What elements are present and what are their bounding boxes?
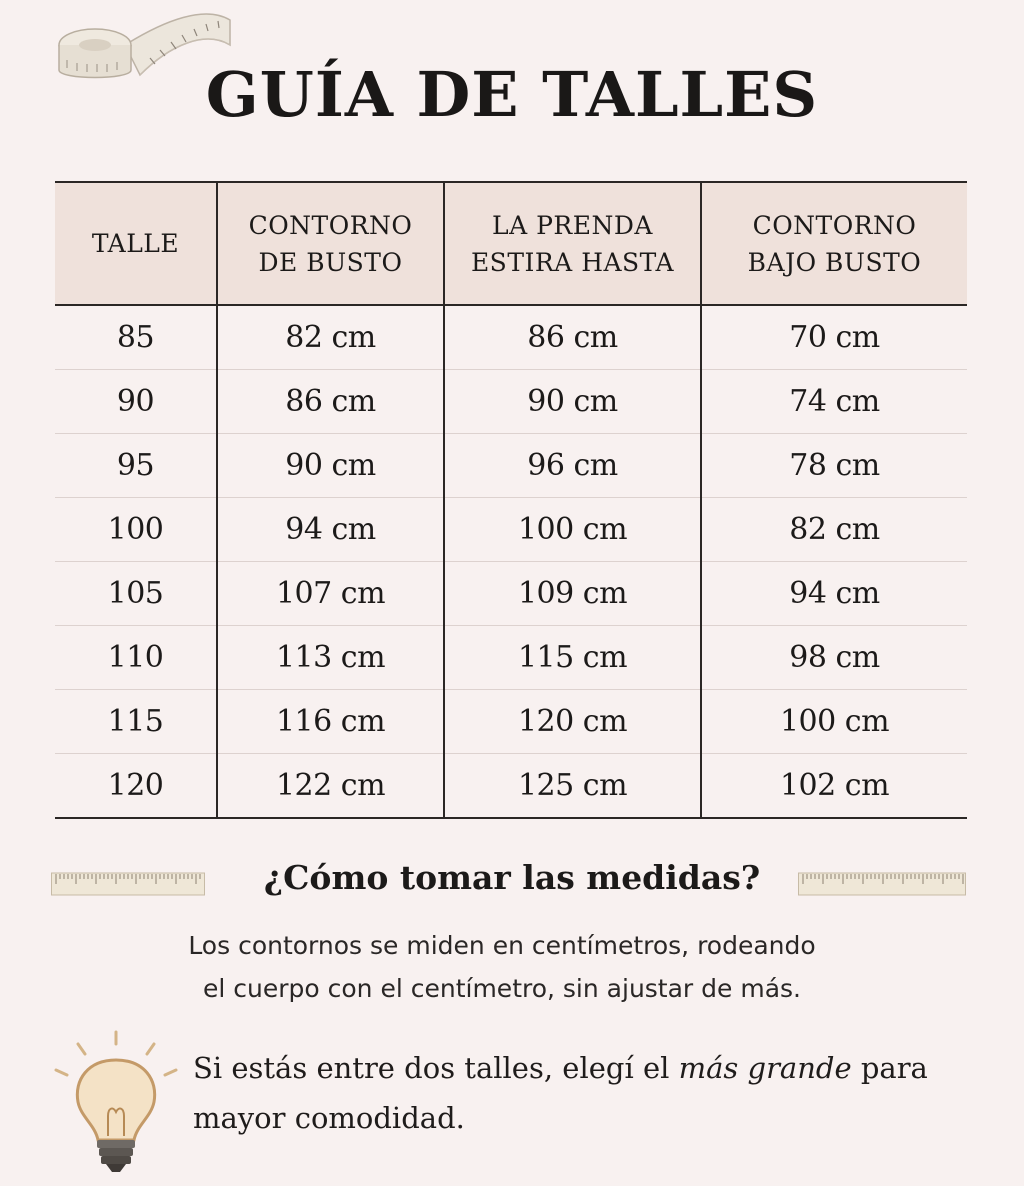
cell-bajo-busto: 94 cm <box>701 562 967 626</box>
header-bajo-busto: CONTORNO BAJO BUSTO <box>701 182 967 305</box>
lightbulb-icon <box>50 1028 180 1178</box>
cell-contorno-busto: 94 cm <box>217 498 444 562</box>
cell-contorno-busto: 107 cm <box>217 562 444 626</box>
cell-bajo-busto: 82 cm <box>701 498 967 562</box>
header-talle: TALLE <box>55 182 217 305</box>
header-estira-hasta: LA PRENDA ESTIRA HASTA <box>444 182 701 305</box>
cell-talle: 100 <box>55 498 217 562</box>
cell-contorno-busto: 86 cm <box>217 370 444 434</box>
cell-estira-hasta: 86 cm <box>444 305 701 370</box>
cell-contorno-busto: 122 cm <box>217 754 444 819</box>
cell-talle: 115 <box>55 690 217 754</box>
cell-contorno-busto: 82 cm <box>217 305 444 370</box>
cell-bajo-busto: 70 cm <box>701 305 967 370</box>
cell-contorno-busto: 90 cm <box>217 434 444 498</box>
cell-contorno-busto: 113 cm <box>217 626 444 690</box>
tip-text: Si estás entre dos talles, elegí el <box>193 1051 679 1085</box>
table-row <box>55 370 967 434</box>
cell-talle: 105 <box>55 562 217 626</box>
table-row <box>55 498 967 562</box>
cell-estira-hasta: 96 cm <box>444 434 701 498</box>
how-to-heading: ¿Cómo tomar las medidas? <box>263 858 761 897</box>
cell-bajo-busto: 98 cm <box>701 626 967 690</box>
cell-bajo-busto: 74 cm <box>701 370 967 434</box>
cell-talle: 95 <box>55 434 217 498</box>
table-row <box>55 690 967 754</box>
tip-text-end: para mayor comodidad. <box>193 1051 928 1135</box>
page-title: GUÍA DE TALLES <box>205 58 819 131</box>
table-row <box>55 434 967 498</box>
cell-bajo-busto: 102 cm <box>701 754 967 819</box>
size-table <box>55 181 967 819</box>
cell-talle: 120 <box>55 754 217 819</box>
table-header-row <box>55 182 967 305</box>
cell-talle: 85 <box>55 305 217 370</box>
header-contorno-busto: CONTORNO DE BUSTO <box>217 182 444 305</box>
cell-bajo-busto: 78 cm <box>701 434 967 498</box>
tip-emphasis: más grande <box>678 1051 852 1085</box>
cell-estira-hasta: 120 cm <box>444 690 701 754</box>
cell-estira-hasta: 115 cm <box>444 626 701 690</box>
cell-contorno-busto: 116 cm <box>217 690 444 754</box>
size-tip <box>193 1043 993 1143</box>
cell-talle: 90 <box>55 370 217 434</box>
how-to-description: Los contornos se miden en centímetros, rodeando el cuerpo con el centímetro, sin ajustar de más. <box>188 931 816 1003</box>
cell-bajo-busto: 100 cm <box>701 690 967 754</box>
table-row <box>55 562 967 626</box>
cell-estira-hasta: 90 cm <box>444 370 701 434</box>
cell-estira-hasta: 100 cm <box>444 498 701 562</box>
cell-estira-hasta: 125 cm <box>444 754 701 819</box>
cell-estira-hasta: 109 cm <box>444 562 701 626</box>
table-row <box>55 305 967 370</box>
cell-talle: 110 <box>55 626 217 690</box>
table-row <box>55 626 967 690</box>
table-row <box>55 754 967 819</box>
